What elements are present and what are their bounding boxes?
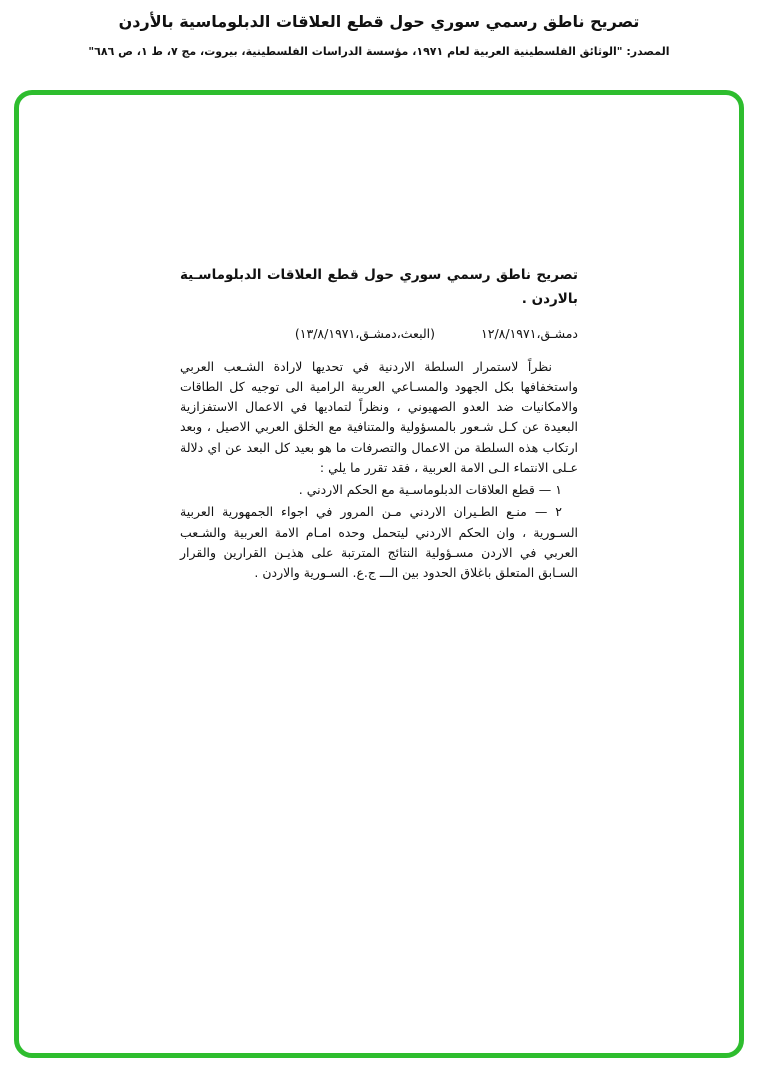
document-title: تصريح ناطق رسمي سوري حول قطع العلاقات الدبلوماسـية بالاردن . bbox=[180, 267, 578, 308]
document-frame bbox=[14, 90, 744, 1058]
body-paragraph: نظراً لاستمرار السلطة الاردنية في تحديها لارادة الشـعب العربي واستخفافها بكل الجهود والمسـاعي العربية الرامية الى توجيه كل الطاقات والامكانيات ضد العدو الصهيوني ، ونظراً لتماديها في الاعمال الاستفزازية البعيدة عن كـل شـعور بالمسؤولية والمتنافية مع الخلق العربي الاصيل ، وبعد ارتكاب هذه السلطة من الاعمال والتصرفات ما هو بعيد كل البعد عن اي دلالة عـلى الانتماء الـى الامة العربية ، فقد تقرر ما يلي : bbox=[180, 358, 578, 475]
page-title: تصريح ناطق رسمي سوري حول قطع العلاقات الدبلوماسية بالأردن bbox=[118, 12, 640, 31]
decision-item-2: ٢ — منـع الطـيران الاردني مـن المرور في اجواء الجمهورية العربية السـورية ، وان الحكم الاردني ليتحمل وحده امـام الامة العربية والشـعب العربي في الاردن مسـؤولية النتائج المترتبة على هذيـن القرارين والقرار السـابق المتعلق باغلاق الحدود بين الـــ ج.ع. السـورية والاردن . bbox=[180, 504, 578, 581]
date-place: دمشـق،١٢/٨/١٩٧١ bbox=[481, 325, 578, 341]
decision-item-1: ١ — قطع العلاقات الدبلوماسـية مع الحكم الاردني . bbox=[298, 482, 562, 498]
source-citation: المصدر: "الوثائق الفلسطينية العربية لعام ١٩٧١، مؤسسة الدراسات الفلسطينية، بيروت، مج ٧، ط ١، ص ٦٨٦" bbox=[88, 45, 670, 58]
date-line bbox=[180, 326, 578, 341]
date-source: (البعث،دمشـق،١٣/٨/١٩٧١) bbox=[294, 325, 436, 341]
page-header bbox=[0, 12, 758, 58]
document-content bbox=[180, 263, 578, 583]
